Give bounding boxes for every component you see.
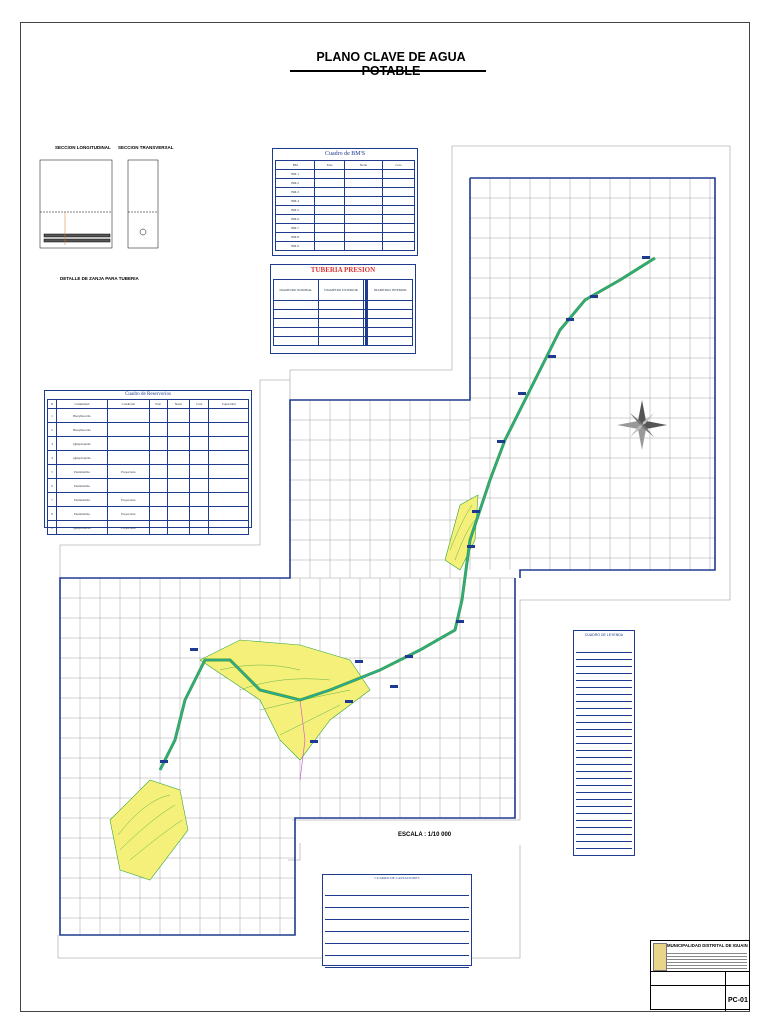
table-row [276,179,415,188]
table-cell [382,224,414,233]
table-row [48,437,249,451]
table-cell [190,479,209,493]
table-row [48,507,249,521]
table-cell [149,507,167,521]
reservoirs-table-title: Cuadro de Reservorios [125,392,171,397]
table-cell [167,479,190,493]
bms-table-title: Cuadro de BM'S [324,151,366,157]
table-row [276,188,415,197]
table-header-cell: Norte [345,161,383,170]
table-cell [274,301,319,310]
table-header-cell: Capacidad [209,400,249,409]
pipe-table-panel [270,264,416,354]
table-row [274,301,413,310]
table-row [48,409,249,423]
table-cell: Proyectado [107,465,149,479]
reservoirs-table [47,399,249,535]
table-cell [345,197,383,206]
table-cell [209,437,249,451]
table-cell [209,423,249,437]
table-cell [345,224,383,233]
table-cell [274,310,319,319]
table-cell [315,233,345,242]
table-cell: Proyectado [107,493,149,507]
table-header-cell: Este [315,161,345,170]
table-cell: Proyectado [107,507,149,521]
trench-detail-drawing [40,160,158,248]
table-cell: 6 [48,479,57,493]
table-cell [107,423,149,437]
table-cell [274,328,319,337]
table-cell: 8 [48,507,57,521]
table-cell [167,465,190,479]
table-cell [209,409,249,423]
table-cell [167,507,190,521]
table-cell [190,409,209,423]
table-cell [382,179,414,188]
table-cell [345,179,383,188]
table-header-cell: Norte [167,400,190,409]
table-cell [382,197,414,206]
detail-caption: DETALLE DE ZANJA PARA TUBERIA [60,276,139,281]
table-cell [149,409,167,423]
sheet-code: PC-01 [728,997,748,1004]
table-cell: Huayllacocha [57,423,108,437]
table-cell [149,521,167,535]
table-cell: Huayllacocha [57,409,108,423]
table-row [48,465,249,479]
table-cell: Pantabamba [57,479,108,493]
table-cell [107,437,149,451]
table-row [276,233,415,242]
table-cell [382,188,414,197]
table-cell: BM-9 [276,242,315,251]
table-cell [368,301,413,310]
table-cell [315,179,345,188]
municipal-seal-icon [653,943,667,971]
bms-table [275,160,415,251]
table-cell [368,310,413,319]
table-cell [167,437,190,451]
table-header-cell: Comunidad [57,400,108,409]
table-header-row [276,161,415,170]
table-header-cell: DIAMETRO INTERIOR [368,280,413,301]
table-cell [382,206,414,215]
divider [725,971,726,1011]
table-header-row [48,400,249,409]
table-row [276,206,415,215]
table-cell [382,170,414,179]
table-cell [209,451,249,465]
table-cell [382,242,414,251]
table-cell [318,337,364,346]
captaciones-table-title: CUADRO DE CAPTACIONES [374,876,420,880]
table-cell [149,479,167,493]
contour-areas [110,495,478,880]
table-row [48,521,249,535]
table-cell [315,224,345,233]
table-cell: 9 [48,521,57,535]
project-description [667,951,747,969]
reservoirs-table-panel [44,390,252,528]
table-row [48,479,249,493]
table-header-cell: Cota [382,161,414,170]
table-cell: Pantabamba [57,465,108,479]
table-cell [209,521,249,535]
table-cell [368,328,413,337]
table-cell [149,451,167,465]
table-cell [149,493,167,507]
section-long-label: SECCION LONGITUDINAL [55,145,111,150]
table-cell [167,493,190,507]
table-cell [315,242,345,251]
table-cell: Quispicancha [57,521,108,535]
table-cell [167,451,190,465]
table-cell [315,215,345,224]
table-cell: BM-8 [276,233,315,242]
table-header-cell: Este [149,400,167,409]
table-cell [345,233,383,242]
table-cell [190,451,209,465]
table-cell [345,206,383,215]
table-cell: BM-3 [276,188,315,197]
table-cell [209,507,249,521]
table-row [276,170,415,179]
table-row [48,423,249,437]
table-cell: BM-1 [276,170,315,179]
table-cell [209,493,249,507]
plan-title: PLANO CLAVE DE AGUA [316,50,466,64]
table-row [274,337,413,346]
pipe-table [273,279,413,346]
table-row [276,197,415,206]
table-cell [107,409,149,423]
table-cell [167,521,190,535]
table-cell [315,188,345,197]
table-cell [167,409,190,423]
table-cell [345,170,383,179]
north-arrow-icon [617,400,667,450]
table-cell [149,423,167,437]
table-header-row [274,280,413,301]
table-header-cell: BM [276,161,315,170]
pipe-table-title: TUBERIA PRESION [310,266,376,274]
table-cell: 2 [48,423,57,437]
table-row [276,242,415,251]
table-cell [209,465,249,479]
table-cell [345,188,383,197]
table-cell: BM-5 [276,206,315,215]
table-header-cell: Condicion [107,400,149,409]
table-cell: 5 [48,465,57,479]
scale-label: ESCALA : 1/10 000 [398,832,452,838]
table-header-cell: N [48,400,57,409]
table-cell [190,507,209,521]
table-cell [149,437,167,451]
table-row [276,224,415,233]
table-header-cell: DIAMETRO EXTERIOR [318,280,364,301]
table-cell: BM-6 [276,215,315,224]
table-cell [190,521,209,535]
municipality-name: MUNICIPALIDAD DISTRITAL DE IGUAIN [667,943,748,948]
table-cell: Pantabamba [57,507,108,521]
table-cell: 3 [48,437,57,451]
section-trans-label: SECCION TRANSVERSAL [118,145,174,150]
table-header-cell: Cota [190,400,209,409]
bms-table-panel [272,148,418,256]
table-cell [274,319,319,328]
captaciones-table-panel [322,874,472,966]
table-cell: 1 [48,409,57,423]
table-cell: Proyectado [107,521,149,535]
legend-panel [573,630,635,856]
table-row [274,319,413,328]
table-cell [149,465,167,479]
divider [651,971,749,972]
title-block [650,940,750,1010]
title-underline [290,70,486,72]
table-row [48,493,249,507]
table-cell [315,197,345,206]
table-cell [318,328,364,337]
table-cell: BM-7 [276,224,315,233]
table-cell [315,170,345,179]
table-cell [382,233,414,242]
table-cell [190,437,209,451]
table-row [325,955,469,968]
table-cell [209,479,249,493]
table-cell: 7 [48,493,57,507]
table-cell [315,206,345,215]
table-cell: Quispicancha [57,451,108,465]
table-cell [190,493,209,507]
table-cell [318,310,364,319]
table-cell: Quispicancha [57,437,108,451]
table-cell: Pantabamba [57,493,108,507]
table-cell [345,215,383,224]
table-cell [318,319,364,328]
table-cell [345,242,383,251]
legend-title: CUADRO DE LEYENDA [584,633,624,637]
table-cell: BM-2 [276,179,315,188]
table-cell [190,423,209,437]
legend-item [576,848,632,856]
table-cell [167,423,190,437]
table-cell [318,301,364,310]
divider [651,985,749,986]
table-cell: 4 [48,451,57,465]
table-cell [107,451,149,465]
table-row [48,451,249,465]
table-header-cell: DIAMETRO NOMINAL [274,280,319,301]
table-row [274,310,413,319]
table-cell [107,479,149,493]
table-cell [382,215,414,224]
table-cell [368,319,413,328]
table-row [276,215,415,224]
table-row [274,328,413,337]
table-cell [274,337,319,346]
table-cell: BM-4 [276,197,315,206]
table-cell [368,337,413,346]
table-cell [190,465,209,479]
